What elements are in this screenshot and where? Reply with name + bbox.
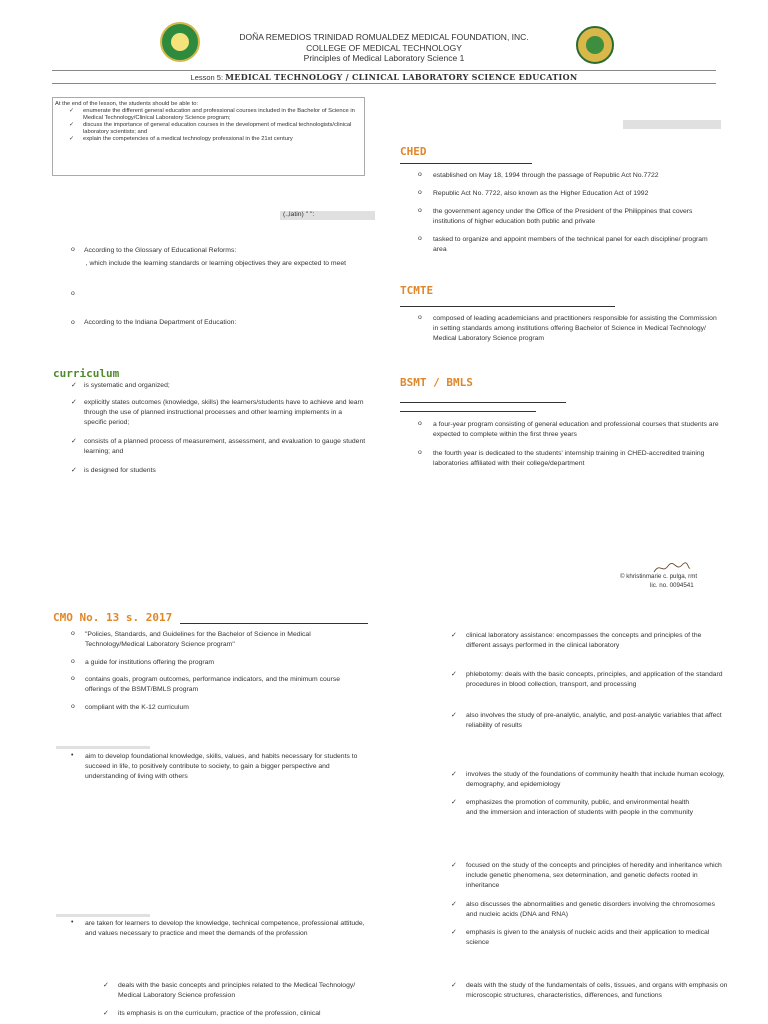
- bullet-icon: •: [71, 752, 74, 759]
- cmo-item: compliant with the K-12 curriculum: [85, 704, 189, 711]
- bsmt-heading: BSMT / BMLS: [400, 376, 473, 389]
- objective-item: ✓ explain the competencies of a medical technology professional in the 21st century: [83, 136, 364, 143]
- header-institution: DOÑA REMEDIOS TRINIDAD ROMUALDEZ MEDICAL FOUNDATION, INC.: [239, 32, 529, 42]
- redacted-bar: [56, 914, 150, 917]
- heading-underline: [400, 411, 536, 412]
- check-icon: ✓: [71, 467, 77, 474]
- header-course: Principles of Medical Laboratory Science 1: [303, 53, 465, 63]
- course-item: emphasis is given to the analysis of nucleic acids and their application to medical science: [466, 929, 710, 946]
- course-item: phlebotomy: deals with the basic concepts, principles, and application of the standard procedures in blood collection, transport, and processing: [466, 671, 723, 688]
- check-icon: ✓: [451, 632, 457, 639]
- credit-name: © khristinmarie c. pulga, rmt: [620, 573, 698, 580]
- check-icon: ✓: [451, 799, 457, 806]
- check-icon: ✓: [451, 901, 457, 908]
- objective-item: ✓ discuss the importance of general education courses in the development of medical technologists/clinical laboratory scientists; and: [83, 122, 364, 136]
- ched-item: tasked to organize and appoint members of the technical panel for each discipline/ program area: [433, 236, 708, 253]
- prof-sub-item: its emphasis is on the curriculum, practice of the profession, clinical: [118, 1010, 321, 1017]
- lesson-title: MEDICAL TECHNOLOGY / CLINICAL LABORATORY SCIENCE EDUCATION: [225, 72, 578, 82]
- check-icon: ✓: [451, 671, 457, 678]
- curriculum-item: consists of a planned process of measurement, assessment, and evaluation to gauge student learning; and: [84, 438, 366, 455]
- curriculum-item: explicitly states outcomes (knowledge, skills) the learners/students have to achieve and learn through the use of planned instructional processes and other learning implements in a specific period;: [84, 399, 364, 426]
- bullet-icon: o: [418, 207, 422, 214]
- check-icon: ✓: [451, 862, 457, 869]
- bullet-icon: o: [418, 420, 422, 427]
- objectives-box: [52, 97, 365, 176]
- ched-item: the government agency under the Office of the President of the Philippines that covers institutions of higher education both public and private: [433, 208, 693, 225]
- bullet-icon: o: [418, 449, 422, 456]
- check-icon: ✓: [451, 929, 457, 936]
- heading-underline: [180, 623, 368, 624]
- redacted-bar: [56, 746, 150, 749]
- bsmt-item: a four-year program consisting of general education and professional courses that students are expected to complete within the first three years: [433, 421, 719, 438]
- bullet-icon: o: [71, 290, 75, 297]
- ched-item: Republic Act No. 7722, also known as the Higher Education Act of 1992: [433, 190, 649, 197]
- check-icon: ✓: [103, 982, 109, 989]
- objectives-intro: At the end of the lesson, the students should be able to:: [55, 101, 199, 107]
- definition-item: According to the Indiana Department of Education:: [84, 319, 237, 326]
- latin-note: (.,latin) " ":: [283, 211, 315, 218]
- lesson-prefix: Lesson 5:: [190, 73, 224, 82]
- prof-sub-item: deals with the basic concepts and principles related to the Medical Technology/ Medical Laboratory Science profession: [118, 982, 356, 999]
- curriculum-heading: curriculum: [53, 367, 120, 380]
- check-icon: ✓: [71, 399, 77, 406]
- tcmte-heading: TCMTE: [400, 284, 434, 297]
- prof-item: are taken for learners to develop the knowledge, technical competence, professional attitude, and values necessary to practice and meet the demands of the profession: [85, 920, 365, 937]
- objective-item: ✓ enumerate the different general education and professional courses included in the Bachelor of Science in Medical Technology/Clinical Laboratory Science program;: [83, 108, 364, 122]
- bullet-icon: o: [418, 171, 422, 178]
- redacted-bar: [623, 120, 721, 129]
- check-icon: ✓: [451, 712, 457, 719]
- course-item: also involves the study of pre-analytic, analytic, and post-analytic variables that affect reliability of results: [466, 712, 722, 729]
- curriculum-item: is designed for students: [84, 467, 156, 474]
- definition-item: , which include the learning standards or learning objectives they are expected to meet: [85, 260, 346, 267]
- cmo-heading: CMO No. 13 s. 2017: [53, 611, 173, 624]
- course-item: deals with the study of the fundamentals of cells, tissues, and organs with emphasis on microscopic structures, characteristics, differences, and functions: [466, 982, 728, 999]
- header-college: COLLEGE OF MEDICAL TECHNOLOGY: [306, 43, 462, 53]
- bsmt-item: the fourth year is dedicated to the students' internship training in CHED-accredited training laboratories affiliated with their college/department: [433, 450, 705, 467]
- bullet-icon: •: [71, 919, 74, 926]
- bullet-icon: o: [418, 314, 422, 321]
- credit-license: lic. no. 0094541: [650, 582, 694, 589]
- ched-heading: CHED: [400, 145, 427, 158]
- cmo-item: a guide for institutions offering the program: [85, 659, 215, 666]
- course-item: clinical laboratory assistance: encompasses the concepts and principles of the different assays performed in the clinical laboratory: [466, 632, 702, 649]
- cmo-item: "Policies, Standards, and Guidelines for the Bachelor of Science in Medical Technology/Medical Laboratory Science program": [85, 631, 311, 648]
- bullet-icon: o: [71, 658, 75, 665]
- cmo-item: contains goals, program outcomes, performance indicators, and the minimum course offerings of the BSMT/BMLS program: [85, 676, 341, 693]
- bullet-icon: o: [71, 703, 75, 710]
- check-icon: ✓: [71, 382, 77, 389]
- check-icon: ✓: [71, 438, 77, 445]
- lesson-title-bar: [52, 70, 716, 84]
- heading-underline: [400, 306, 615, 307]
- ched-item: established on May 18, 1994 through the passage of Republic Act No.7722: [433, 172, 659, 179]
- course-item: also discusses the abnormalities and genetic disorders involving the chromosomes and nucleic acids (DNA and RNA): [466, 901, 715, 918]
- bullet-icon: o: [71, 675, 75, 682]
- bullet-icon: o: [71, 630, 75, 637]
- check-icon: ✓: [103, 1010, 109, 1017]
- course-item: emphasizes the promotion of community, public, and environmental health and the immersion and interaction of students with people in the community: [466, 799, 694, 816]
- tcmte-item: composed of leading academicians and practitioners responsible for assisting the Commission in setting standards among institutions offering Bachelor of Science in Medical Technology/ Medical Laboratory Science program: [433, 315, 717, 342]
- definition-item: According to the Glossary of Educational Reforms:: [84, 247, 237, 254]
- curriculum-item: is systematic and organized;: [84, 382, 170, 389]
- bullet-icon: o: [418, 189, 422, 196]
- bullet-icon: o: [418, 235, 422, 242]
- bullet-icon: o: [71, 319, 75, 326]
- check-icon: ✓: [451, 771, 457, 778]
- heading-underline: [400, 402, 566, 403]
- course-item: involves the study of the foundations of community health that include human ecology, demography, and epidemiology: [466, 771, 725, 788]
- gen-ed-item: aim to develop foundational knowledge, skills, values, and habits necessary for students to succeed in life, to positively contribute to society, to gain a bigger perspective and understanding of living with others: [85, 753, 358, 780]
- check-icon: ✓: [451, 982, 457, 989]
- bullet-icon: o: [71, 246, 75, 253]
- heading-underline: [400, 163, 532, 164]
- course-item: focused on the study of the concepts and principles of heredity and inheritance which include genetic phenomena, sex determination, and genetic defects rooted in inheritance: [466, 862, 722, 889]
